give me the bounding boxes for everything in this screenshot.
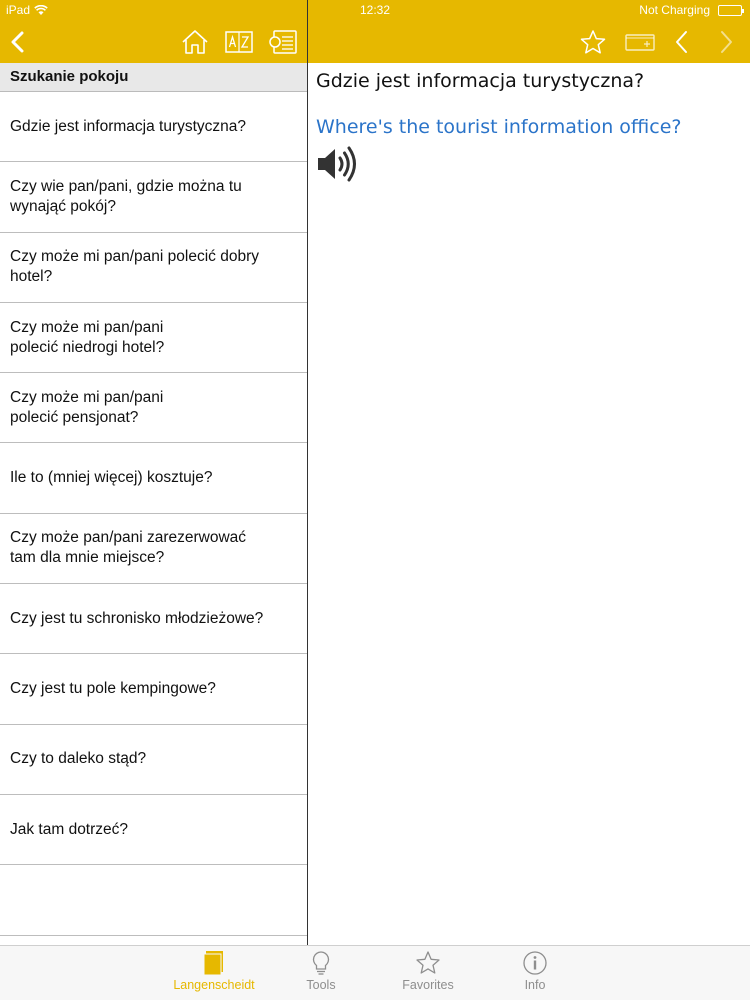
phrase-list [0, 92, 307, 936]
favorite-button[interactable] [576, 26, 610, 58]
tab-tools[interactable] [271, 950, 371, 998]
play-audio-button[interactable] [316, 144, 358, 184]
speaker-icon [316, 144, 358, 184]
battery-status-label: Not Charging [639, 3, 710, 17]
tab-label: Tools [306, 978, 336, 992]
next-chevron-icon [720, 30, 734, 54]
list-item[interactable] [0, 795, 307, 865]
list-item[interactable] [0, 303, 307, 373]
list-item-label: Czy może mi pan/pani polecić dobry hotel? [10, 248, 259, 286]
back-chevron-icon [10, 31, 24, 53]
list-item-label: Ile to (mniej więcej) kosztuje? [10, 469, 213, 487]
info-icon [522, 950, 548, 976]
next-button[interactable] [710, 26, 744, 58]
tab-info[interactable] [485, 950, 585, 998]
list-item-label: Czy to daleko stąd? [10, 750, 147, 768]
home-icon [181, 29, 209, 55]
list-item[interactable] [0, 654, 307, 724]
top-bar [0, 0, 750, 63]
list-item[interactable] [0, 92, 307, 162]
a-z-index-icon [225, 31, 253, 53]
back-button[interactable] [0, 26, 34, 58]
tab-langenscheidt[interactable] [164, 950, 264, 998]
list-item[interactable] [0, 443, 307, 513]
list-item[interactable] [0, 584, 307, 654]
previous-button[interactable] [664, 26, 698, 58]
list-item-label: Czy może mi pan/pani polecić pensjonat? [10, 388, 164, 426]
add-card-button[interactable] [620, 26, 660, 58]
right-toolbar [308, 22, 750, 63]
list-item-label: Czy może pan/pani zarezerwować tam dla mnie miejsce? [10, 529, 247, 567]
battery-group [639, 3, 742, 17]
status-bar [0, 0, 750, 22]
a-z-index-button[interactable] [222, 26, 256, 58]
list-item-label: Czy jest tu schronisko młodzieżowe? [10, 609, 264, 627]
list-item[interactable] [0, 514, 307, 584]
tab-bar [0, 945, 750, 1000]
phrase-detail [316, 70, 741, 184]
tab-label: Langenscheidt [173, 978, 255, 992]
list-item-label: Gdzie jest informacja turystyczna? [10, 117, 247, 135]
phrase-list-button[interactable] [266, 26, 300, 58]
pane-divider [307, 0, 308, 945]
list-item-label: Czy może mi pan/pani polecić niedrogi hotel? [10, 318, 165, 356]
battery-icon [718, 5, 742, 16]
left-toolbar [0, 22, 307, 63]
star-icon [415, 950, 441, 976]
previous-chevron-icon [674, 30, 688, 54]
tab-favorites[interactable] [378, 950, 478, 998]
list-item[interactable] [0, 233, 307, 303]
tab-label: Favorites [402, 978, 454, 992]
lightbulb-icon [310, 950, 332, 976]
tab-label: Info [524, 978, 546, 992]
list-item-label: Czy jest tu pole kempingowe? [10, 680, 216, 698]
list-item-label: Jak tam dotrzeć? [10, 820, 129, 838]
source-phrase: Gdzie jest informacja turystyczna? [316, 70, 645, 92]
translation-text: Where's the tourist information office? [316, 116, 682, 138]
phrase-list-icon [268, 30, 298, 54]
list-item-label: Czy wie pan/pani, gdzie można tu wynająć pokój? [10, 177, 242, 215]
list-item[interactable] [0, 162, 307, 232]
status-time: 12:32 [359, 3, 391, 17]
carrier-label: iPad [6, 3, 31, 17]
add-card-icon [624, 32, 656, 52]
star-icon [579, 29, 607, 55]
empty-list-row [0, 865, 307, 935]
section-title: Szukanie pokoju [0, 63, 307, 92]
list-item[interactable] [0, 373, 307, 443]
home-button[interactable] [178, 26, 212, 58]
list-item[interactable] [0, 725, 307, 795]
book-icon [203, 950, 225, 976]
